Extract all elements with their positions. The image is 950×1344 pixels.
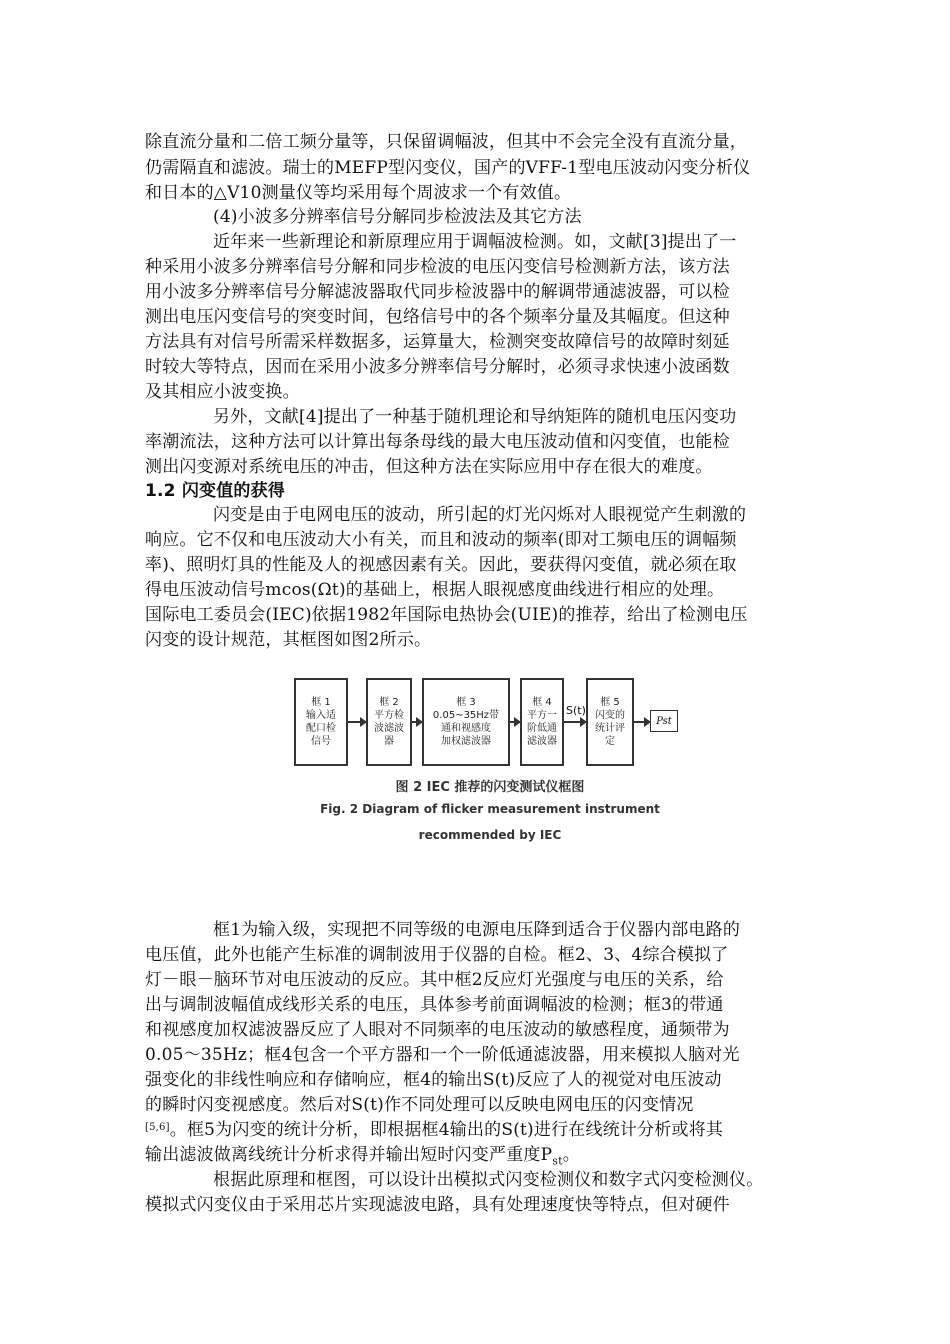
diagram-box-5: 框 5 闪变的 统计评 定	[586, 678, 634, 766]
text-line: 模拟式闪变仪由于采用芯片实现滤波电路，具有处理速度快等特点，但对硬件	[145, 1195, 730, 1215]
text-line: 和视感度加权滤波器反应了人眼对不同频率的电压波动的敏感程度，通频带为	[145, 1020, 730, 1040]
text-line: 测出闪变源对系统电压的冲击，但这种方法在实际应用中存在很大的难度。	[145, 457, 713, 477]
text-line: [5,6]。框5为闪变的统计分析，即根据框4输出的S(t)进行在线统计分析或将其	[145, 1120, 724, 1140]
arrow-icon	[564, 721, 586, 723]
text-line: 除直流分量和二倍工频分量等，只保留调幅波，但其中不会完全没有直流分量，	[145, 132, 747, 152]
text-line: 和日本的△V10测量仪等均采用每个周波求一个有效值。	[145, 183, 572, 203]
text-line: 及其相应小波变换。	[145, 382, 300, 402]
arrow-icon	[510, 721, 520, 723]
section-heading: 1.2 闪变值的获得	[145, 481, 286, 501]
text-line: 灯－眼－脑环节对电压波动的反应。其中框2反应灯光强度与电压的关系，给	[145, 970, 724, 990]
text-line: 闪变的设计规范，其框图如图2所示。	[145, 630, 432, 650]
text-line: 近年来一些新理论和新原理应用于调幅波检测。如，文献[3]提出了一	[213, 232, 737, 252]
diagram-box-3: 框 3 0.05~35Hz带 通和视感度 加权滤波器	[422, 678, 510, 766]
text-line: 国际电工委员会(IEC)依据1982年国际电热协会(UIE)的推荐，给出了检测电压	[145, 605, 748, 625]
text-line: 出与调制波幅值成线形关系的电压，具体参考前面调幅波的检测；框3的带通	[145, 995, 724, 1015]
text-line: 率潮流法，这种方法可以计算出每条母线的最大电压波动值和闪变值，也能检	[145, 432, 730, 452]
text-line: 响应。它不仅和电压波动大小有关，而且和波动的频率(即对工频电压的调幅频	[145, 530, 737, 550]
text-line: 方法具有对信号所需采样数据多，运算量大，检测突变故障信号的故障时刻延	[145, 332, 730, 352]
arrow-icon	[348, 721, 366, 723]
text-line: 时较大等特点，因而在采用小波多分辨率信号分解时，必须寻求快速小波函数	[145, 357, 730, 377]
text-line: 0.05～35Hz；框4包含一个平方器和一个一阶低通滤波器，用来模拟人脑对光	[145, 1045, 740, 1065]
text-line: 框1为输入级，实现把不同等级的电源电压降到适合于仪器内部电路的	[213, 920, 741, 940]
text-line: 根据此原理和框图，可以设计出模拟式闪变检测仪和数字式闪变检测仪。	[213, 1170, 764, 1190]
text-line: 强变化的非线性响应和存储响应，框4的输出S(t)反应了人的视觉对电压波动	[145, 1070, 722, 1090]
text-line: 种采用小波多分辨率信号分解和同步检波的电压闪变信号检测新方法，该方法	[145, 257, 730, 277]
figure-caption-en: Fig. 2 Diagram of flicker measurement instrument	[320, 802, 660, 816]
st-signal-label: S(t)	[566, 704, 586, 717]
text-line: 电压值，此外也能产生标准的调制波用于仪器的自检。框2、3、4综合模拟了	[145, 945, 729, 965]
text-line: 率)、照明灯具的性能及人的视感因素有关。因此，要获得闪变值，就必须在取	[145, 555, 737, 575]
text-line: 得电压波动信号mcos(Ωt)的基础上，根据人眼视感度曲线进行相应的处理。	[145, 580, 725, 600]
text-line: 另外，文献[4]提出了一种基于随机理论和导纳矩阵的随机电压闪变功	[213, 407, 737, 427]
diagram-box-2: 框 2 平方检 波滤波 器	[366, 678, 412, 766]
text-line: 用小波多分辨率信号分解滤波器取代同步检波器中的解调带通滤波器，可以检	[145, 282, 730, 302]
diagram-box-4: 框 4 平方一 阶低通 滤波器	[520, 678, 564, 766]
text-line: 的瞬时闪变视感度。然后对S(t)作不同处理可以反映电网电压的闪变情况	[145, 1095, 694, 1115]
text-line: 输出滤波做离线统计分析求得并输出短时闪变严重度$P_{st}$。	[145, 1145, 580, 1168]
diagram-box-1: 框 1 输入适 配口检 信号	[294, 678, 348, 766]
figure-caption-en-2: recommended by IEC	[418, 828, 562, 842]
citation-ref: [5,6]	[145, 1122, 170, 1133]
arrow-icon	[634, 721, 650, 723]
text-line: 测出电压闪变信号的突变时间，包络信号中的各个频率分量及其幅度。但这种	[145, 307, 730, 327]
flicker-block-diagram	[280, 668, 700, 858]
subsection-title: (4)小波多分辨率信号分解同步检波法及其它方法	[213, 207, 582, 227]
arrow-icon	[412, 721, 422, 723]
text-line: 仍需隔直和滤波。瑞士的MEFP型闪变仪，国产的VFF-1型电压波动闪变分析仪	[145, 158, 751, 178]
pst-output: Pst	[650, 710, 678, 732]
figure-caption-cn: 图 2 IEC 推荐的闪变测试仪框图	[395, 780, 585, 795]
text-line: 闪变是由于电网电压的波动，所引起的灯光闪烁对人眼视觉产生刺激的	[213, 505, 747, 525]
